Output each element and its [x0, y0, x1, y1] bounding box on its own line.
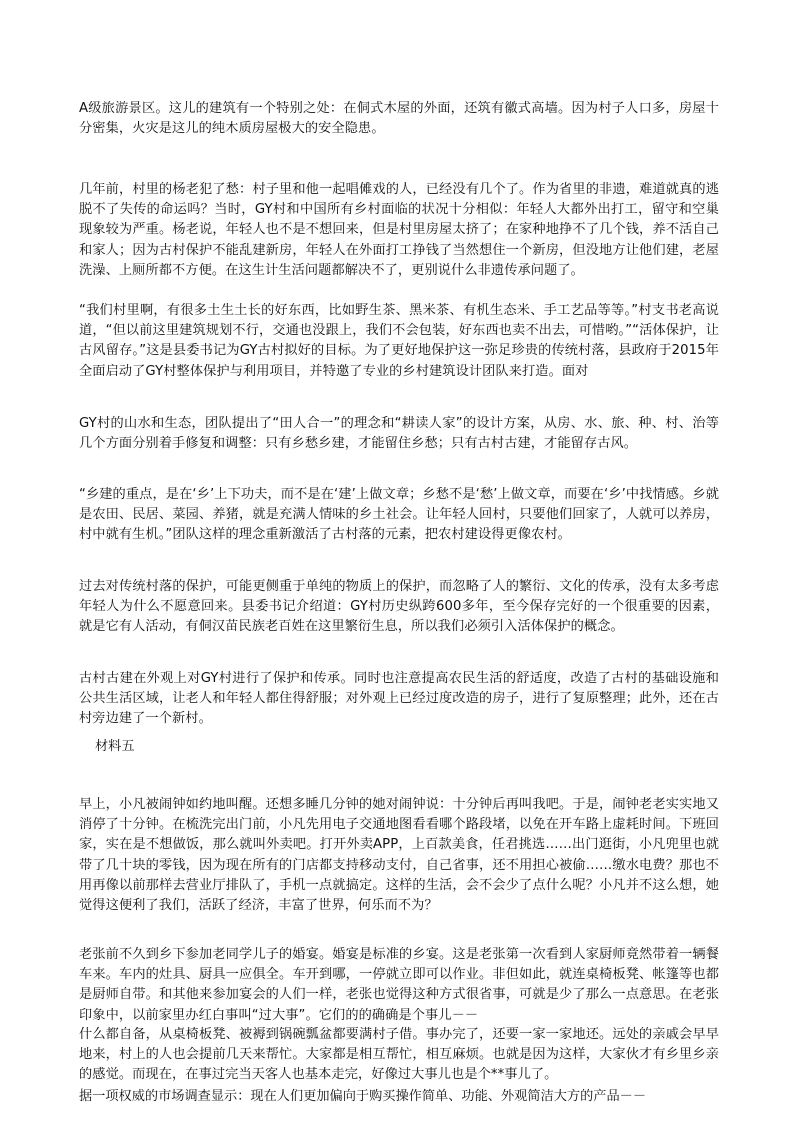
- paragraph-5: “乡建的重点，是在‘乡’上下功夫，而不是在‘建’上做文章；乡愁不是‘愁’上做文章，而要在‘乡’中找情感。乡就是农田、民居、菜园、养猪，就是充满人情味的乡土社会。让年轻人回村，只要他们回家了，人就可以养房，村中就有生机。”团队这样的理念重新激活了古村落的元素，把农村建设得更像农村。: [79, 487, 719, 543]
- paragraph-7: 古村古建在外观上对GY村进行了保护和传承。同时也注意提高农民生活的舒适度，改造了古村的基础设施和公共生活区域，让老人和年轻人都住得舒服；对外观上已经过度改造的房子，进行了复原整理；此外，还在古村旁边建了一个新村。: [79, 671, 719, 727]
- paragraph-11: 据一项权威的市场调查显示：现在人们更加偏向于购买操作简单、功能、外观简洁大方的产品－－: [79, 1089, 647, 1104]
- paragraph-1: A级旅游景区。这儿的建筑有一个特别之处：在侗式木屋的外面，还筑有徽式高墙。因为村子人口多，房屋十分密集，火灾是这儿的纯木质房屋极大的安全隐患。: [79, 101, 719, 137]
- paragraph-6: 过去对传统村落的保护，可能更侧重于单纯的物质上的保护，而忽略了人的繁衍、文化的传承，没有太多考虑年轻人为什么不愿意回来。县委书记介绍道：GY村历史纵跨600多年，至今保存完好的一个很重要的因素，就是它有人活动，有侗汉苗民族老百姓在这里繁衍生息，所以我们必须引入活体保护的概念。: [79, 579, 719, 635]
- paragraph-3: “我们村里啊，有很多土生土长的好东西，比如野生茶、黑米茶、有机生态米、手工艺品等等。”村支书老高说道，“但以前这里建筑规划不行，交通也没跟上，我们不会包装，好东西也卖不出去，可惜哟。”“活体保护，让古风留存。”这是县委书记为GY古村拟好的目标。为了更好地保护这一弥足珍贵的传统村落，县政府于2015年全面启动了GY村整体保护与利用项目，并特邀了专业的乡村建筑设计团队来打造。面对: [79, 303, 719, 379]
- paragraph-4: GY村的山水和生态，团队提出了“田人合一”的理念和“耕读人家”的设计方案，从房、水、旅、种、村、治等几个方面分别着手修复和调整：只有乡愁乡建，才能留住乡愁；只有古村古建，才能留存古风。: [79, 416, 719, 452]
- paragraph-2: 几年前，村里的杨老犯了愁：村子里和他一起唱傩戏的人，已经没有几个了。作为省里的非遗，难道就真的逃脱不了失传的命运吗？当时，GY村和中国所有乡村面临的状况十分相似：年轻人大都外出打工，留守和空巢现象较为严重。杨老说，年轻人也不是不想回来，但是村里房屋太挤了；在家种地挣不了几个钱，养不活自己和家人；因为古村保护不能乱建新房，年轻人在外面打工挣钱了当然想住一个新房，但没地方让他们建，老屋洗澡、上厕所都不方便。在这生计生活问题都解决不了，更别说什么非遗传承问题了。: [79, 182, 719, 278]
- section-heading-material-five: 材料五: [95, 739, 135, 754]
- paragraph-9: 老张前不久到乡下参加老同学儿子的婚宴。婚宴是标准的乡宴。这是老张第一次看到人家厨师竟然带着一辆餐车来。车内的灶具、厨具一应俱全。车开到哪，一停就立即可以作业。非但如此，就连桌椅板凳、帐篷等也都是厨师自带。和其他来参加宴会的人们一样，老张也觉得这种方式很省事，可就是少了那么一点意思。在老张印象中，以前家里办红白事叫“过大事”。它们的的确确是个事儿－－: [79, 947, 719, 1023]
- paragraph-10: 什么都自备，从桌椅板凳、被褥到锅碗瓢盆都要满村子借。事办完了，还要一家一家地还。远处的亲戚会早早地来，村上的人也会提前几天来帮忙。大家都是相互帮忙，相互麻烦。也就是因为这样，大家伙才有乡里乡亲的感觉。而现在，在事过完当天客人也基本走完，好像过大事儿也是个**事儿了。: [79, 1027, 719, 1083]
- paragraph-8: 早上，小凡被闹钟如约地叫醒。还想多睡几分钟的她对闹钟说：十分钟后再叫我吧。于是，闹钟老老实实地又消停了十分钟。在梳洗完出门前，小凡先用电子交通地图看看哪个路段堵，以免在开车路上虚耗时间。下班回家，实在是不想做饭，那么就叫外卖吧。打开外卖APP，上百款美食，任君挑选……出门逛街，小凡兜里也就带了几十块的零钱，因为现在所有的门店都支持移动支付，自己省事，还不用担心被偷……缴水电费？那也不用再像以前那样去营业厅排队了，手机一点就搞定。这样的生活，会不会少了点什么呢？小凡并不这么想，她觉得这便利了我们，活跃了经济，丰富了世界，何乐而不为？: [79, 797, 719, 914]
